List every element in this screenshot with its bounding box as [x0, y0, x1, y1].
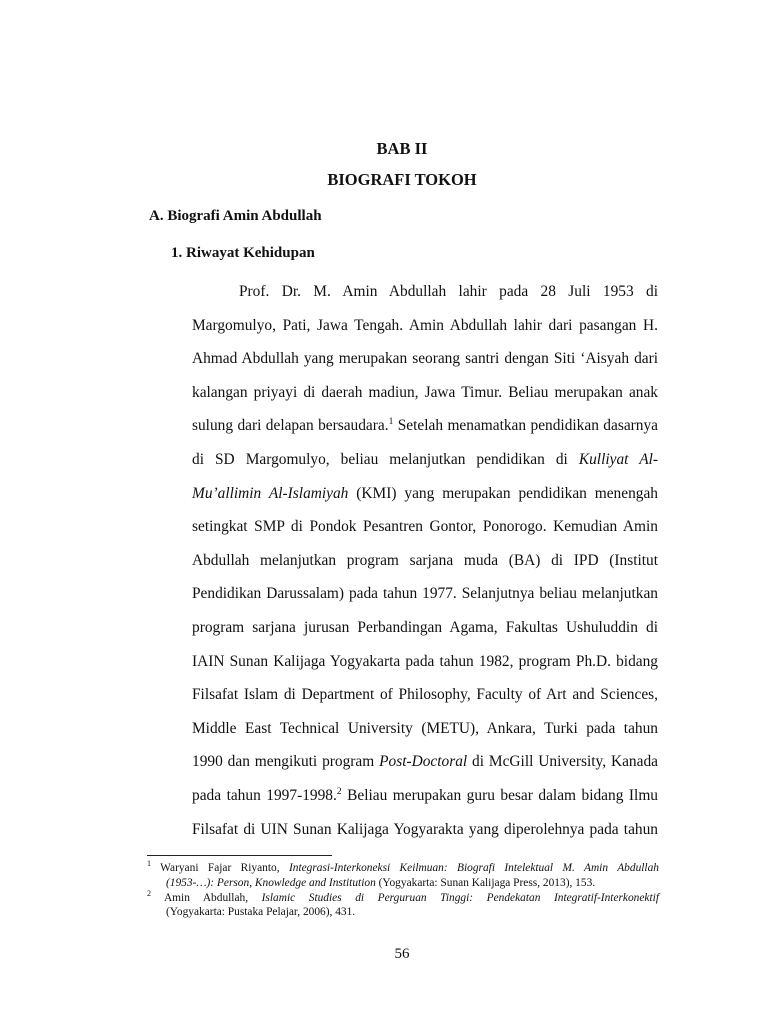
- body-line: program sarjana jurusan Perbandingan Agama, Fakultas Ushuluddin di: [192, 618, 658, 636]
- body-line: IAIN Sunan Kalijaga Yogyakarta pada tahun 1982, program Ph.D. bidang: [192, 652, 658, 670]
- section-heading: A. Biografi Amin Abdullah: [149, 208, 322, 224]
- footnote-divider: [147, 855, 332, 856]
- body-line: Ahmad Abdullah yang merupakan seorang santri dengan Siti ‘Aisyah dari: [192, 350, 658, 368]
- footnote-ref-1: 1: [388, 417, 394, 428]
- body-line: Middle East Technical University (METU), Ankara, Turki pada tahun: [192, 719, 658, 737]
- footnote-2: $^2$ Amin Abdullah, Islamic Studies di Perguruan Tinggi: Pendekatan Integratif-Interkonektif: [147, 888, 659, 904]
- footnote-ref-2: 2: [336, 786, 342, 797]
- body-line: Margomulyo, Pati, Jawa Tengah. Amin Abdullah lahir dari pasangan H.: [192, 316, 658, 334]
- body-line: kalangan priyayi di daerah madiun, Jawa Timur. Beliau merupakan anak: [192, 383, 658, 401]
- subsection-heading: 1. Riwayat Kehidupan: [171, 245, 315, 261]
- body-line: Pendidikan Darussalam) pada tahun 1977. Selanjutnya beliau melanjutkan: [192, 585, 658, 603]
- body-line: Filsafat di UIN Sunan Kalijaga Yogyarakta yang diperolehnya pada tahun: [192, 820, 658, 838]
- body-line: di SD Margomulyo, beliau melanjutkan pendidikan di Kulliyat Al-: [192, 450, 658, 468]
- body-line: Mu’allimin Al-Islamiyah (KMI) yang merupakan pendidikan menengah: [192, 484, 658, 502]
- body-line: pada tahun 1997-1998.$^2$ Beliau merupakan guru besar dalam bidang Ilmu: [192, 786, 658, 804]
- body-line: Filsafat Islam di Department of Philosophy, Faculty of Art and Sciences,: [192, 686, 658, 704]
- footnote-1-cont: (1953-…): Person, Knowledge and Institution (Yogyakarta: Sunan Kalijaga Press, 2013), 153.: [166, 876, 596, 889]
- body-line: 1990 dan mengikuti program Post-Doctoral di McGill University, Kanada: [192, 753, 658, 771]
- body-line: sulung dari delapan bersaudara.$^1$ Setelah menamatkan pendidikan dasarnya: [192, 417, 658, 435]
- body-line: setingkat SMP di Pondok Pesantren Gontor, Ponorogo. Kemudian Amin: [192, 518, 658, 536]
- footnote-1: $^1$ Waryani Fajar Riyanto, Integrasi-Interkoneksi Keilmuan: Biografi Intelektual M. Amin Abdullah: [147, 859, 659, 874]
- body-paragraph: [192, 275, 658, 846]
- page-number: 56: [394, 946, 410, 962]
- body-line: Abdullah melanjutkan program sarjana muda (BA) di IPD (Institut: [192, 551, 658, 569]
- footnote-2-cont: (Yogyakarta: Pustaka Pelajar, 2006), 431.: [166, 906, 356, 919]
- chapter-title: BIOGRAFI TOKOH: [327, 170, 477, 189]
- footnotes: [147, 861, 659, 920]
- chapter-heading: BAB II: [376, 139, 428, 158]
- body-line: Prof. Dr. M. Amin Abdullah lahir pada 28 Juli 1953 di: [239, 283, 658, 300]
